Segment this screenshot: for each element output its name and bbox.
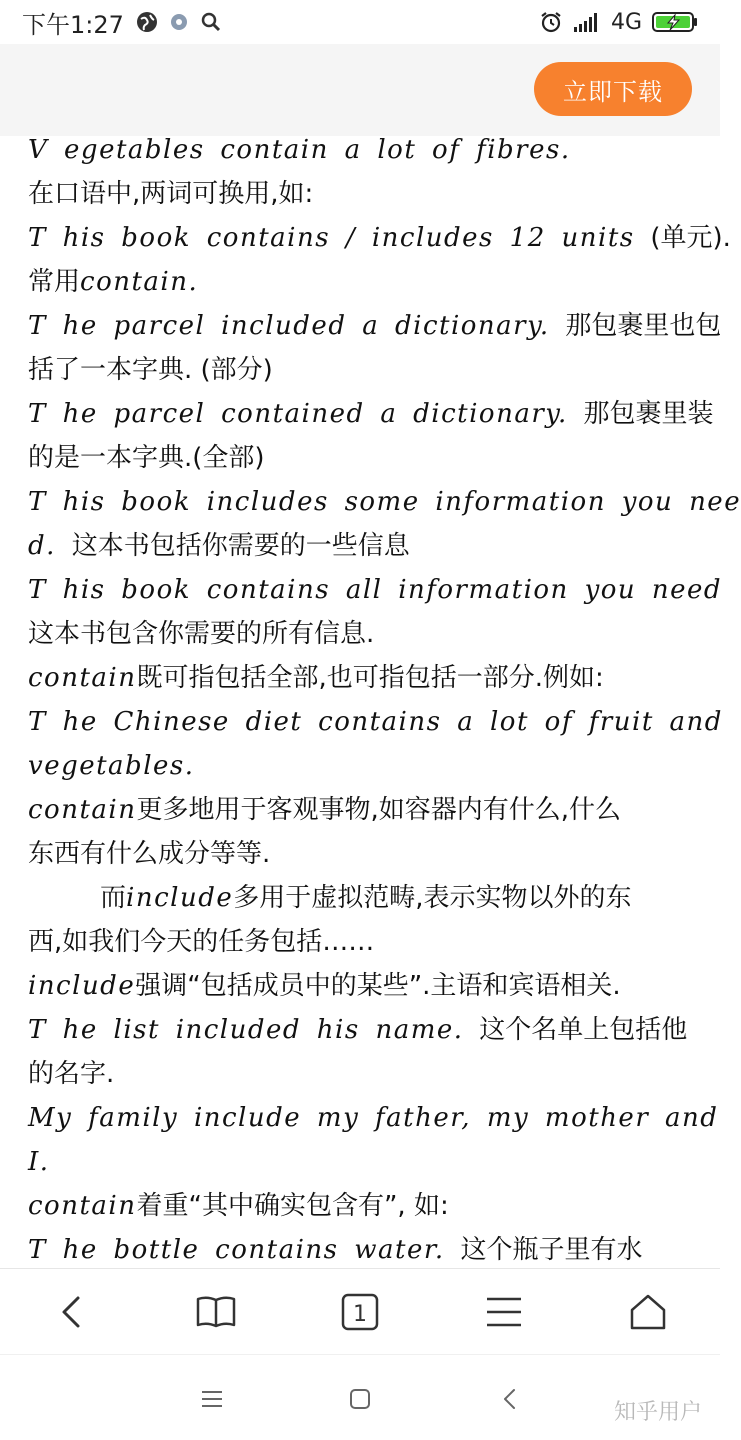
- english-text: T he Chinese diet contains a lot of fruit and: [28, 707, 723, 737]
- text-line: [28, 1228, 698, 1272]
- english-text: vegetables.: [28, 751, 195, 781]
- text-line: [28, 128, 698, 172]
- back-icon: [52, 1292, 92, 1332]
- text-line: [28, 524, 698, 568]
- tabs-button[interactable]: [320, 1272, 400, 1352]
- english-text: contain: [28, 795, 137, 825]
- text-line: [28, 172, 698, 216]
- signal-icon: [573, 11, 601, 33]
- text-line: [28, 568, 723, 612]
- app-notification-icon: [170, 13, 188, 31]
- text-line: [28, 876, 698, 920]
- text-line: [28, 788, 698, 832]
- bookmarks-icon: [195, 1292, 237, 1332]
- text-line: [28, 304, 722, 348]
- chinese-text: 那包裹里也包: [565, 311, 722, 341]
- english-text: T he parcel included a dictionary.: [28, 311, 566, 341]
- chinese-text: 更多地用于客观事物,如容器内有什么,什么: [136, 795, 622, 825]
- status-time: 下午1:27: [22, 10, 124, 39]
- english-text: T his book includes some information you nee: [28, 487, 741, 517]
- chinese-text: 而: [100, 883, 127, 913]
- chinese-text: 东西有什么成分等等.: [28, 839, 271, 869]
- text-line: [28, 480, 741, 524]
- english-text: d.: [28, 531, 72, 561]
- system-back-icon: [498, 1387, 522, 1411]
- chinese-text: 着重“其中确实包含有”, 如:: [136, 1191, 449, 1221]
- back-button[interactable]: [32, 1272, 112, 1352]
- english-text: T he bottle contains water.: [28, 1235, 461, 1265]
- system-home-button[interactable]: [338, 1377, 382, 1421]
- text-line: [28, 656, 698, 700]
- english-text: contain: [28, 1191, 137, 1221]
- alarm-icon: [539, 10, 563, 34]
- globe-icon: [136, 11, 158, 33]
- article-content: [28, 128, 741, 1268]
- chinese-text: 这个瓶子里有水: [460, 1235, 643, 1265]
- chinese-text: 那包裹里装: [583, 399, 714, 429]
- text-line: [28, 260, 698, 304]
- chinese-text: 的是一本字典.(全部): [28, 443, 265, 473]
- chinese-text: 西,如我们今天的任务包括……: [28, 927, 375, 957]
- text-line: [28, 436, 698, 480]
- download-button[interactable]: 立即下载: [534, 62, 692, 116]
- recent-apps-icon: [200, 1389, 224, 1409]
- bookmarks-button[interactable]: [176, 1272, 256, 1352]
- english-text: T his book contains / includes 12 units: [28, 223, 651, 253]
- watermark: 知乎用户: [613, 1400, 702, 1425]
- text-line: [28, 1184, 698, 1228]
- text-line: [28, 1140, 698, 1184]
- browser-toolbar: [0, 1268, 720, 1354]
- text-line: [28, 1052, 698, 1096]
- system-nav-bar: [0, 1354, 720, 1440]
- text-line: [28, 1096, 719, 1140]
- english-text: T his book contains all information you need: [28, 575, 723, 605]
- text-line: [28, 348, 698, 392]
- chinese-text: 的名字.: [28, 1059, 115, 1089]
- status-bar: [0, 0, 720, 44]
- home-button[interactable]: [608, 1272, 688, 1352]
- chinese-text: 多用于虚拟范畴,表示实物以外的东: [233, 883, 632, 913]
- network-type: 4G: [610, 9, 642, 35]
- english-text: contain.: [80, 267, 199, 297]
- text-line: [28, 216, 731, 260]
- english-text: include: [28, 971, 136, 1001]
- text-line: [28, 744, 698, 788]
- chinese-text: 在口语中,两词可换用,如:: [28, 179, 314, 209]
- chinese-text: 这本书包含你需要的所有信息.: [28, 619, 375, 649]
- chinese-text: 这本书包括你需要的一些信息: [71, 531, 410, 561]
- chinese-text: 既可指包括全部,也可指包括一部分.例如:: [136, 663, 604, 693]
- text-line: [28, 832, 698, 876]
- system-home-icon: [348, 1387, 372, 1411]
- text-line: [28, 392, 714, 436]
- text-line: [28, 920, 698, 964]
- top-banner: [0, 44, 720, 136]
- text-line: [28, 612, 698, 656]
- text-line: [28, 964, 698, 1008]
- system-back-button[interactable]: [488, 1377, 532, 1421]
- menu-button[interactable]: [464, 1272, 544, 1352]
- english-text: V egetables contain a lot of fibres.: [28, 135, 571, 165]
- status-left: [22, 5, 222, 40]
- english-text: contain: [28, 663, 137, 693]
- menu-icon: [484, 1292, 524, 1332]
- tab-count: 1: [353, 1301, 367, 1327]
- status-right: [539, 10, 698, 35]
- english-text: T he parcel contained a dictionary.: [28, 399, 584, 429]
- text-line: [28, 1008, 698, 1052]
- search-icon: [200, 11, 222, 33]
- english-text: My family include my father, my mother and: [28, 1103, 719, 1133]
- chinese-text: 这个名单上包括他: [479, 1015, 688, 1045]
- chinese-text: 常用: [28, 267, 81, 297]
- tabs-icon: [340, 1292, 380, 1332]
- english-text: I.: [28, 1147, 50, 1177]
- battery-charging-icon: [652, 11, 698, 33]
- chinese-text: 括了一本字典. (部分): [28, 355, 273, 385]
- recent-apps-button[interactable]: [190, 1377, 234, 1421]
- text-line: [28, 700, 723, 744]
- home-icon: [628, 1292, 668, 1332]
- english-text: T he list included his name.: [28, 1015, 480, 1045]
- english-text: include: [126, 883, 234, 913]
- chinese-text: 强调“包括成员中的某些”.主语和宾语相关.: [135, 971, 621, 1001]
- chinese-text: (单元).: [650, 223, 731, 253]
